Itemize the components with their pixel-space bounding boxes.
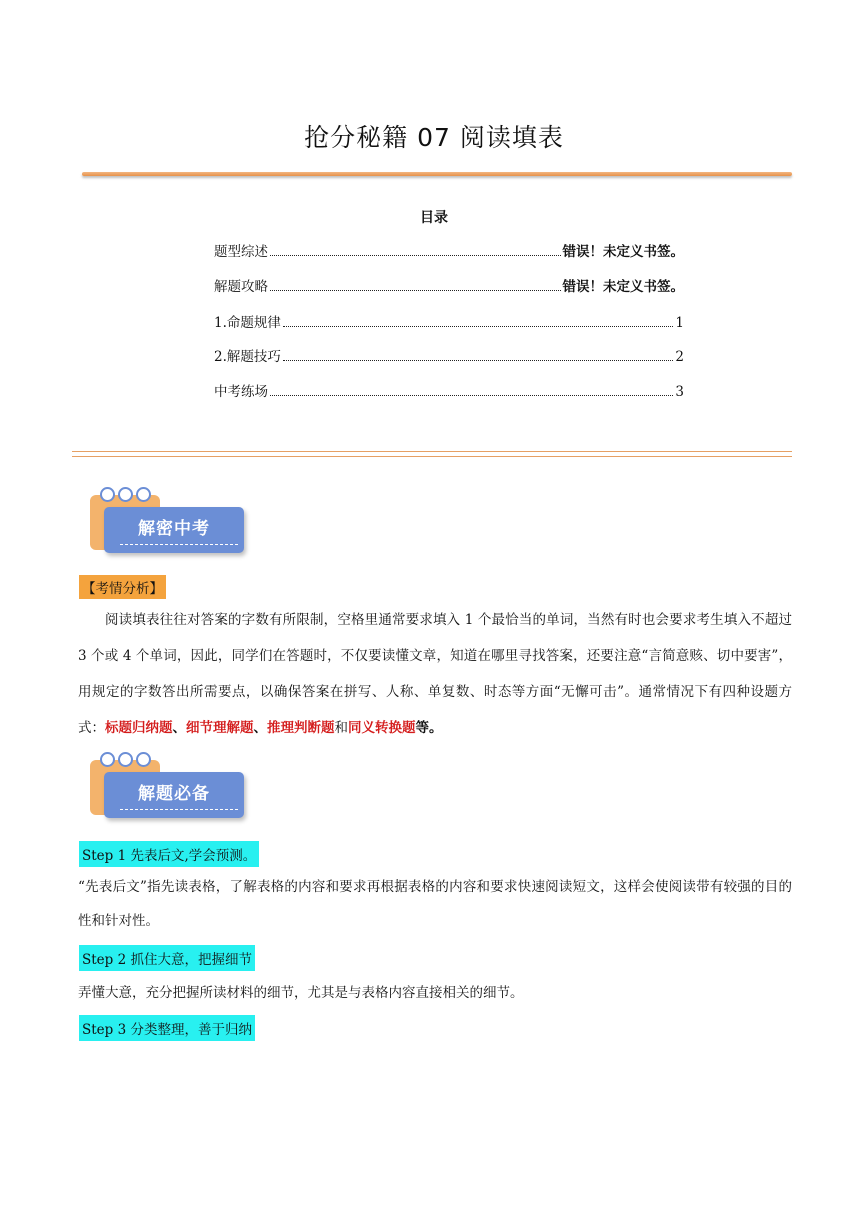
step2-text: 弄懂大意，充分把握所读材料的细节，尤其是与表格内容直接相关的细节。 [78,985,524,1001]
badge-label: 解题必备 [138,784,210,804]
section-badge-jieti [90,752,246,822]
toc-entry[interactable] [214,345,684,365]
step3-heading: Step 3 分类整理，善于归纳 [79,1015,255,1041]
document-title: 抢分秘籍 07 阅读填表 [304,123,564,152]
binder-rings-icon [100,487,151,501]
binder-rings-icon [100,752,151,766]
toc-leader-dots [283,326,674,327]
toc-leader-dots [270,290,561,291]
toc-heading: 目录 [420,210,448,226]
toc-entry-page: 错误！未定义书签。 [562,279,684,295]
exam-analysis-paragraph: 阅读填表往往对答案的字数有所限制，空格里通常要求填入 1 个最恰当的单词，当然有时也会要求考生填入不超过 3 个或 4 个单词，因此，同学们在答题时，不仅要读懂文章，知道在哪里寻找答案，还要注意“言简意赅、切中要害”，用规定的字数答出所需要点，以确保答案在拼写、人称、单复数、时态等方面“无懈可击”。通常情况下有四种设题方式：标题归纳题、细节理解题、推理判断题和同义转换题等。 [78,612,792,736]
toc-leader-dots [270,255,561,256]
toc-entry-page: 2 [675,349,684,365]
keyword-synonym: 同义转换题 [348,720,416,736]
toc-entry[interactable] [214,380,684,400]
toc-entry-label: 2.解题技巧 [214,349,281,365]
keyword-detail: 细节理解题 [186,720,254,736]
toc-entry[interactable] [214,311,684,331]
toc-leader-dots [283,360,674,361]
toc-entry-label: 题型综述 [214,244,268,260]
step1-heading: Step 1 先表后文,学会预测。 [79,841,259,867]
section-divider-bottom [72,456,792,457]
step1-text: “先表后文”指先读表格，了解表格的内容和要求再根据表格的内容和要求快速阅读短文，这样会使阅读带有较强的目的性和针对性。 [78,879,792,929]
keyword-title-summary: 标题归纳题 [105,720,173,736]
toc-entry-page: 3 [675,384,684,400]
toc-entry-page: 错误！未定义书签。 [562,244,684,260]
toc-entry-label: 中考练场 [214,384,268,400]
exam-analysis-tag: 【考情分析】 [79,575,166,599]
badge-label: 解密中考 [138,519,210,539]
step2-heading: Step 2 抓住大意，把握细节 [79,945,255,971]
toc-leader-dots [270,395,673,396]
keyword-inference: 推理判断题 [267,720,335,736]
toc-entry-page: 1 [675,315,684,331]
section-badge-jiemi [90,487,246,557]
toc-entry[interactable] [214,240,684,260]
toc-entry-label: 解题攻略 [214,279,268,295]
section-divider-top [72,451,792,452]
title-divider [82,172,792,176]
toc-entry[interactable] [214,275,684,295]
toc-entry-label: 1.命题规律 [214,315,281,331]
